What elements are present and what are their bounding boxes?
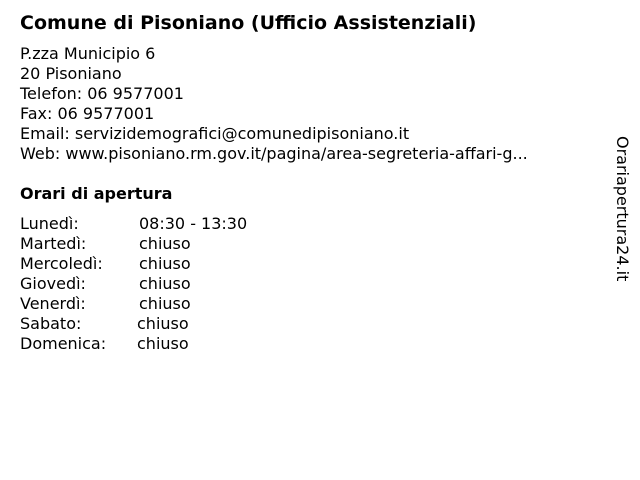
day-label: Mercoledì: [20, 254, 103, 273]
street-line: P.zza Municipio 6 [20, 44, 156, 63]
brand-text: Orariapertura24.it [613, 136, 632, 282]
email-line: Email: servizidemografici@comunedipisoniano.it [20, 124, 410, 143]
day-label: Venerdì: [20, 294, 86, 313]
time-value: chiuso [139, 234, 191, 253]
fax-line: Fax: 06 9577001 [20, 104, 155, 123]
time-value: chiuso [139, 274, 191, 293]
day-label: Giovedì: [20, 274, 86, 293]
page-title: Comune di Pisoniano (Ufficio Assistenziali) [20, 12, 477, 34]
time-value: chiuso [139, 294, 191, 313]
day-label: Martedì: [20, 234, 87, 253]
time-value: chiuso [139, 254, 191, 273]
phone-line: Telefon: 06 9577001 [20, 84, 184, 103]
day-label: Domenica: [20, 334, 107, 353]
address-block [20, 44, 528, 164]
web-line: Web: www.pisoniano.rm.gov.it/pagina/area-segreteria-affari-g... [20, 144, 528, 163]
day-label: Lunedì: [20, 214, 79, 233]
time-value: chiuso [137, 334, 189, 353]
time-value: chiuso [137, 314, 189, 333]
hours-heading: Orari di apertura [20, 184, 173, 203]
city-line: 20 Pisoniano [20, 64, 122, 83]
time-value: 08:30 - 13:30 [139, 214, 248, 233]
day-label: Sabato: [20, 314, 82, 333]
